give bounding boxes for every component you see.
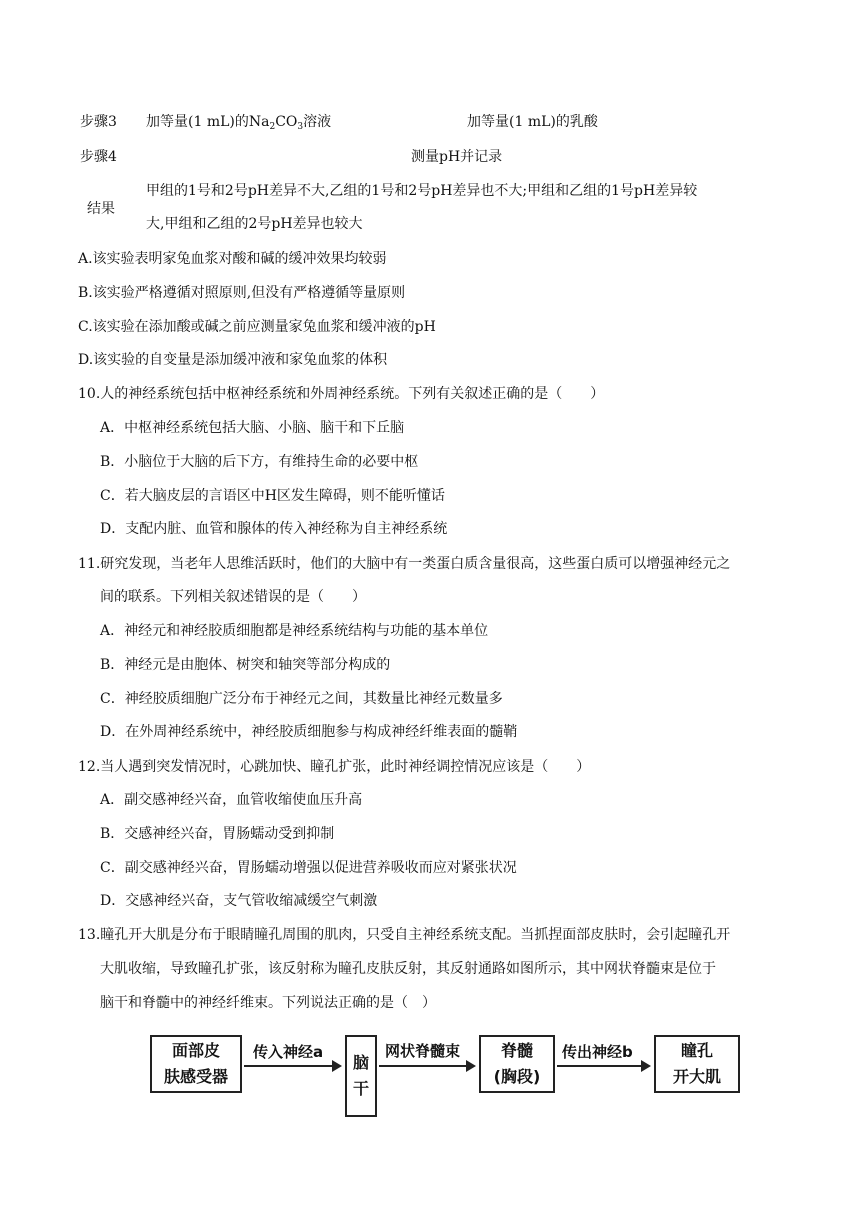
result-line-1: 甲组的1号和2号pH差异不大,乙组的1号和2号pH差异也不大;甲组和乙组的1号pH差异较	[146, 183, 698, 199]
q13-stem-line-1: 13.瞳孔开大肌是分布于眼睛瞳孔周围的肌肉，只受自主神经系统支配。当抓捏面部皮肤时，会引起瞳孔开	[78, 927, 731, 943]
q11-stem-line-1: 11.研究发现，当老年人思维活跃时，他们的大脑中有一类蛋白质含量很高，这些蛋白质可以增强神经元之	[78, 556, 731, 572]
box2-line2: 干	[352, 1079, 369, 1098]
q9-option-b: B.该实验严格遵循对照原则,但没有严格遵循等量原则	[78, 285, 406, 301]
result-label: 结果	[87, 201, 115, 217]
q12-stem: 12.当人遇到突发情况时，心跳加快、瞳孔扩张，此时神经调控情况应该是（ ）	[78, 759, 591, 775]
label-afferent-nerve-a: 传入神经a	[253, 1043, 324, 1061]
box2-line1: 脑	[352, 1053, 369, 1072]
label-efferent-nerve-b: 传出神经b	[562, 1043, 633, 1061]
step4-text: 测量pH并记录	[411, 149, 503, 165]
box1-line1: 面部皮	[171, 1041, 220, 1060]
box1-line2: 肤感受器	[163, 1067, 228, 1086]
box4-line2: 开大肌	[672, 1067, 721, 1086]
box3-line1: 脊髓	[500, 1041, 533, 1060]
step3-label: 步骤3	[80, 114, 117, 130]
q11-stem-line-2: 间的联系。下列相关叙述错误的是（ ）	[100, 589, 366, 605]
q11-option-d: D．在外周神经系统中，神经胶质细胞参与构成神经纤维表面的髓鞘	[100, 724, 518, 740]
box4-line1: 瞳孔	[680, 1041, 713, 1060]
step3-left: 加等量(1 mL)的$Na_2CO_3$溶液	[146, 114, 332, 132]
result-line-2: 大,甲组和乙组的2号pH差异也较大	[146, 216, 363, 232]
box-facial-skin-receptor	[150, 1035, 242, 1093]
q13-stem-line-2: 大肌收缩，导致瞳孔扩张，该反射称为瞳孔皮肤反射，其反射通路如图所示，其中网状脊髓束是位于	[100, 961, 716, 977]
arrow-afferent	[244, 1065, 340, 1067]
step4-label: 步骤4	[80, 149, 117, 165]
q10-option-d: D．支配内脏、血管和腺体的传入神经称为自主神经系统	[100, 521, 448, 537]
arrow-reticulospinal	[379, 1065, 474, 1067]
q10-option-c: C．若大脑皮层的言语区中H区发生障碍，则不能听懂话	[100, 488, 445, 504]
q11-option-a: A．神经元和神经胶质细胞都是神经系统结构与功能的基本单位	[100, 623, 489, 639]
q13-stem-line-3: 脑干和脊髓中的神经纤维束。下列说法正确的是（ ）	[100, 995, 436, 1011]
q12-option-a: A．副交感神经兴奋，血管收缩使血压升高	[100, 792, 363, 808]
box-brainstem	[345, 1035, 377, 1117]
q10-option-a: A．中枢神经系统包括大脑、小脑、脑干和下丘脑	[100, 420, 405, 436]
box-pupil-dilator-muscle	[654, 1035, 740, 1093]
arrow-efferent	[557, 1065, 649, 1067]
box-spinal-cord-thoracic	[479, 1035, 555, 1093]
q11-option-b: B．神经元是由胞体、树突和轴突等部分构成的	[100, 657, 391, 673]
q12-option-d: D．交感神经兴奋，支气管收缩减缓空气刺激	[100, 893, 378, 909]
q10-stem: 10.人的神经系统包括中枢神经系统和外周神经系统。下列有关叙述正确的是（ ）	[78, 386, 605, 402]
q12-option-b: B．交感神经兴奋，胃肠蠕动受到抑制	[100, 826, 335, 842]
q9-option-d: D.该实验的自变量是添加缓冲液和家兔血浆的体积	[78, 352, 388, 368]
q10-option-b: B．小脑位于大脑的后下方，有维持生命的必要中枢	[100, 454, 419, 470]
step3-right: 加等量(1 mL)的乳酸	[467, 114, 598, 130]
q9-option-a: A.该实验表明家兔血浆对酸和碱的缓冲效果均较弱	[78, 251, 387, 267]
q11-option-c: C．神经胶质细胞广泛分布于神经元之间，其数量比神经元数量多	[100, 691, 503, 707]
label-reticulospinal-tract: 网状脊髓束	[385, 1042, 461, 1060]
q12-option-c: C．副交感神经兴奋，胃肠蠕动增强以促进营养吸收而应对紧张状况	[100, 860, 517, 876]
q9-option-c: C.该实验在添加酸或碱之前应测量家兔血浆和缓冲液的pH	[78, 319, 436, 335]
box3-line2: (胸段)	[493, 1067, 541, 1086]
